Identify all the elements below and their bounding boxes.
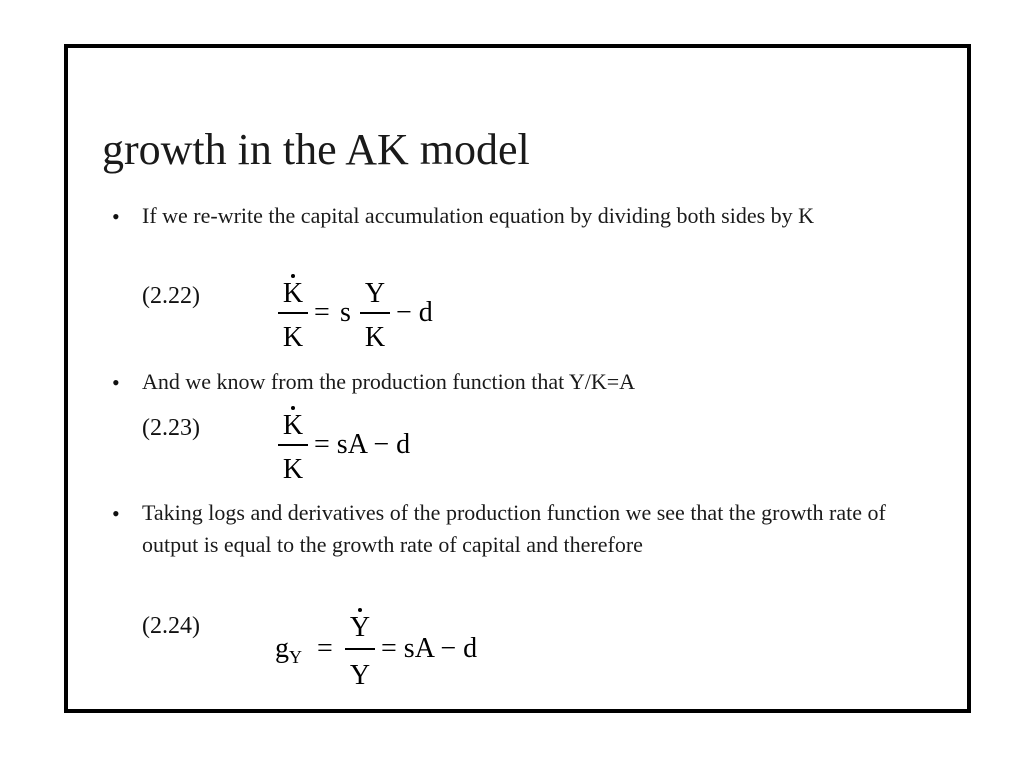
fraction-ydot-over-y (345, 602, 375, 692)
dot-accent-icon (358, 608, 362, 612)
slide-title: growth in the AK model (102, 125, 530, 174)
equation-2-22 (278, 270, 458, 356)
equals-sign: = (314, 297, 330, 328)
bullet-marker: • (112, 501, 120, 526)
equation-rhs: = sA − d (314, 429, 411, 460)
denominator-k: K (282, 322, 304, 353)
equation-2-23 (278, 402, 458, 488)
equation-2-24 (275, 602, 515, 692)
denominator-k: K (364, 322, 386, 353)
numerator-k: K (278, 280, 308, 308)
equation-rhs: = sA − d (381, 633, 478, 664)
bullet-text-1: If we re-write the capital accumulation equation by dividing both sides by K (142, 203, 815, 228)
dot-accent-icon (291, 274, 295, 278)
numerator-k: K (278, 412, 308, 440)
bullet-text-2: And we know from the production function that Y/K=A (142, 369, 636, 394)
denominator-y: Y (349, 660, 371, 691)
bullet-marker: • (112, 204, 120, 229)
fraction-y-over-k (360, 270, 390, 356)
equals-sign: = (317, 633, 333, 664)
equation-label-2-23: (2.23) (142, 415, 200, 441)
dot-accent-icon (291, 406, 295, 410)
fraction-bar (278, 444, 308, 446)
fraction-bar (278, 312, 308, 314)
denominator-k: K (282, 454, 304, 485)
fraction-kdot-over-k (278, 402, 308, 488)
fraction-bar (360, 312, 390, 314)
subscript-y: Y (289, 647, 302, 667)
savings-rate-s: s (340, 297, 351, 328)
bullet-text-3: Taking logs and derivatives of the production function we see that the growth rate of output is equal to the growth rate of capital and therefore (142, 500, 886, 557)
minus-depreciation: − d (396, 297, 433, 328)
growth-rate-g: $g_Y$ (275, 633, 302, 667)
bullet-marker: • (112, 370, 120, 395)
numerator-y: Y (345, 614, 375, 642)
fraction-kdot-over-k (278, 270, 308, 356)
equation-label-2-22: (2.22) (142, 283, 200, 309)
equation-label-2-24: (2.24) (142, 613, 200, 639)
numerator-y: Y (364, 278, 386, 309)
fraction-bar (345, 648, 375, 650)
